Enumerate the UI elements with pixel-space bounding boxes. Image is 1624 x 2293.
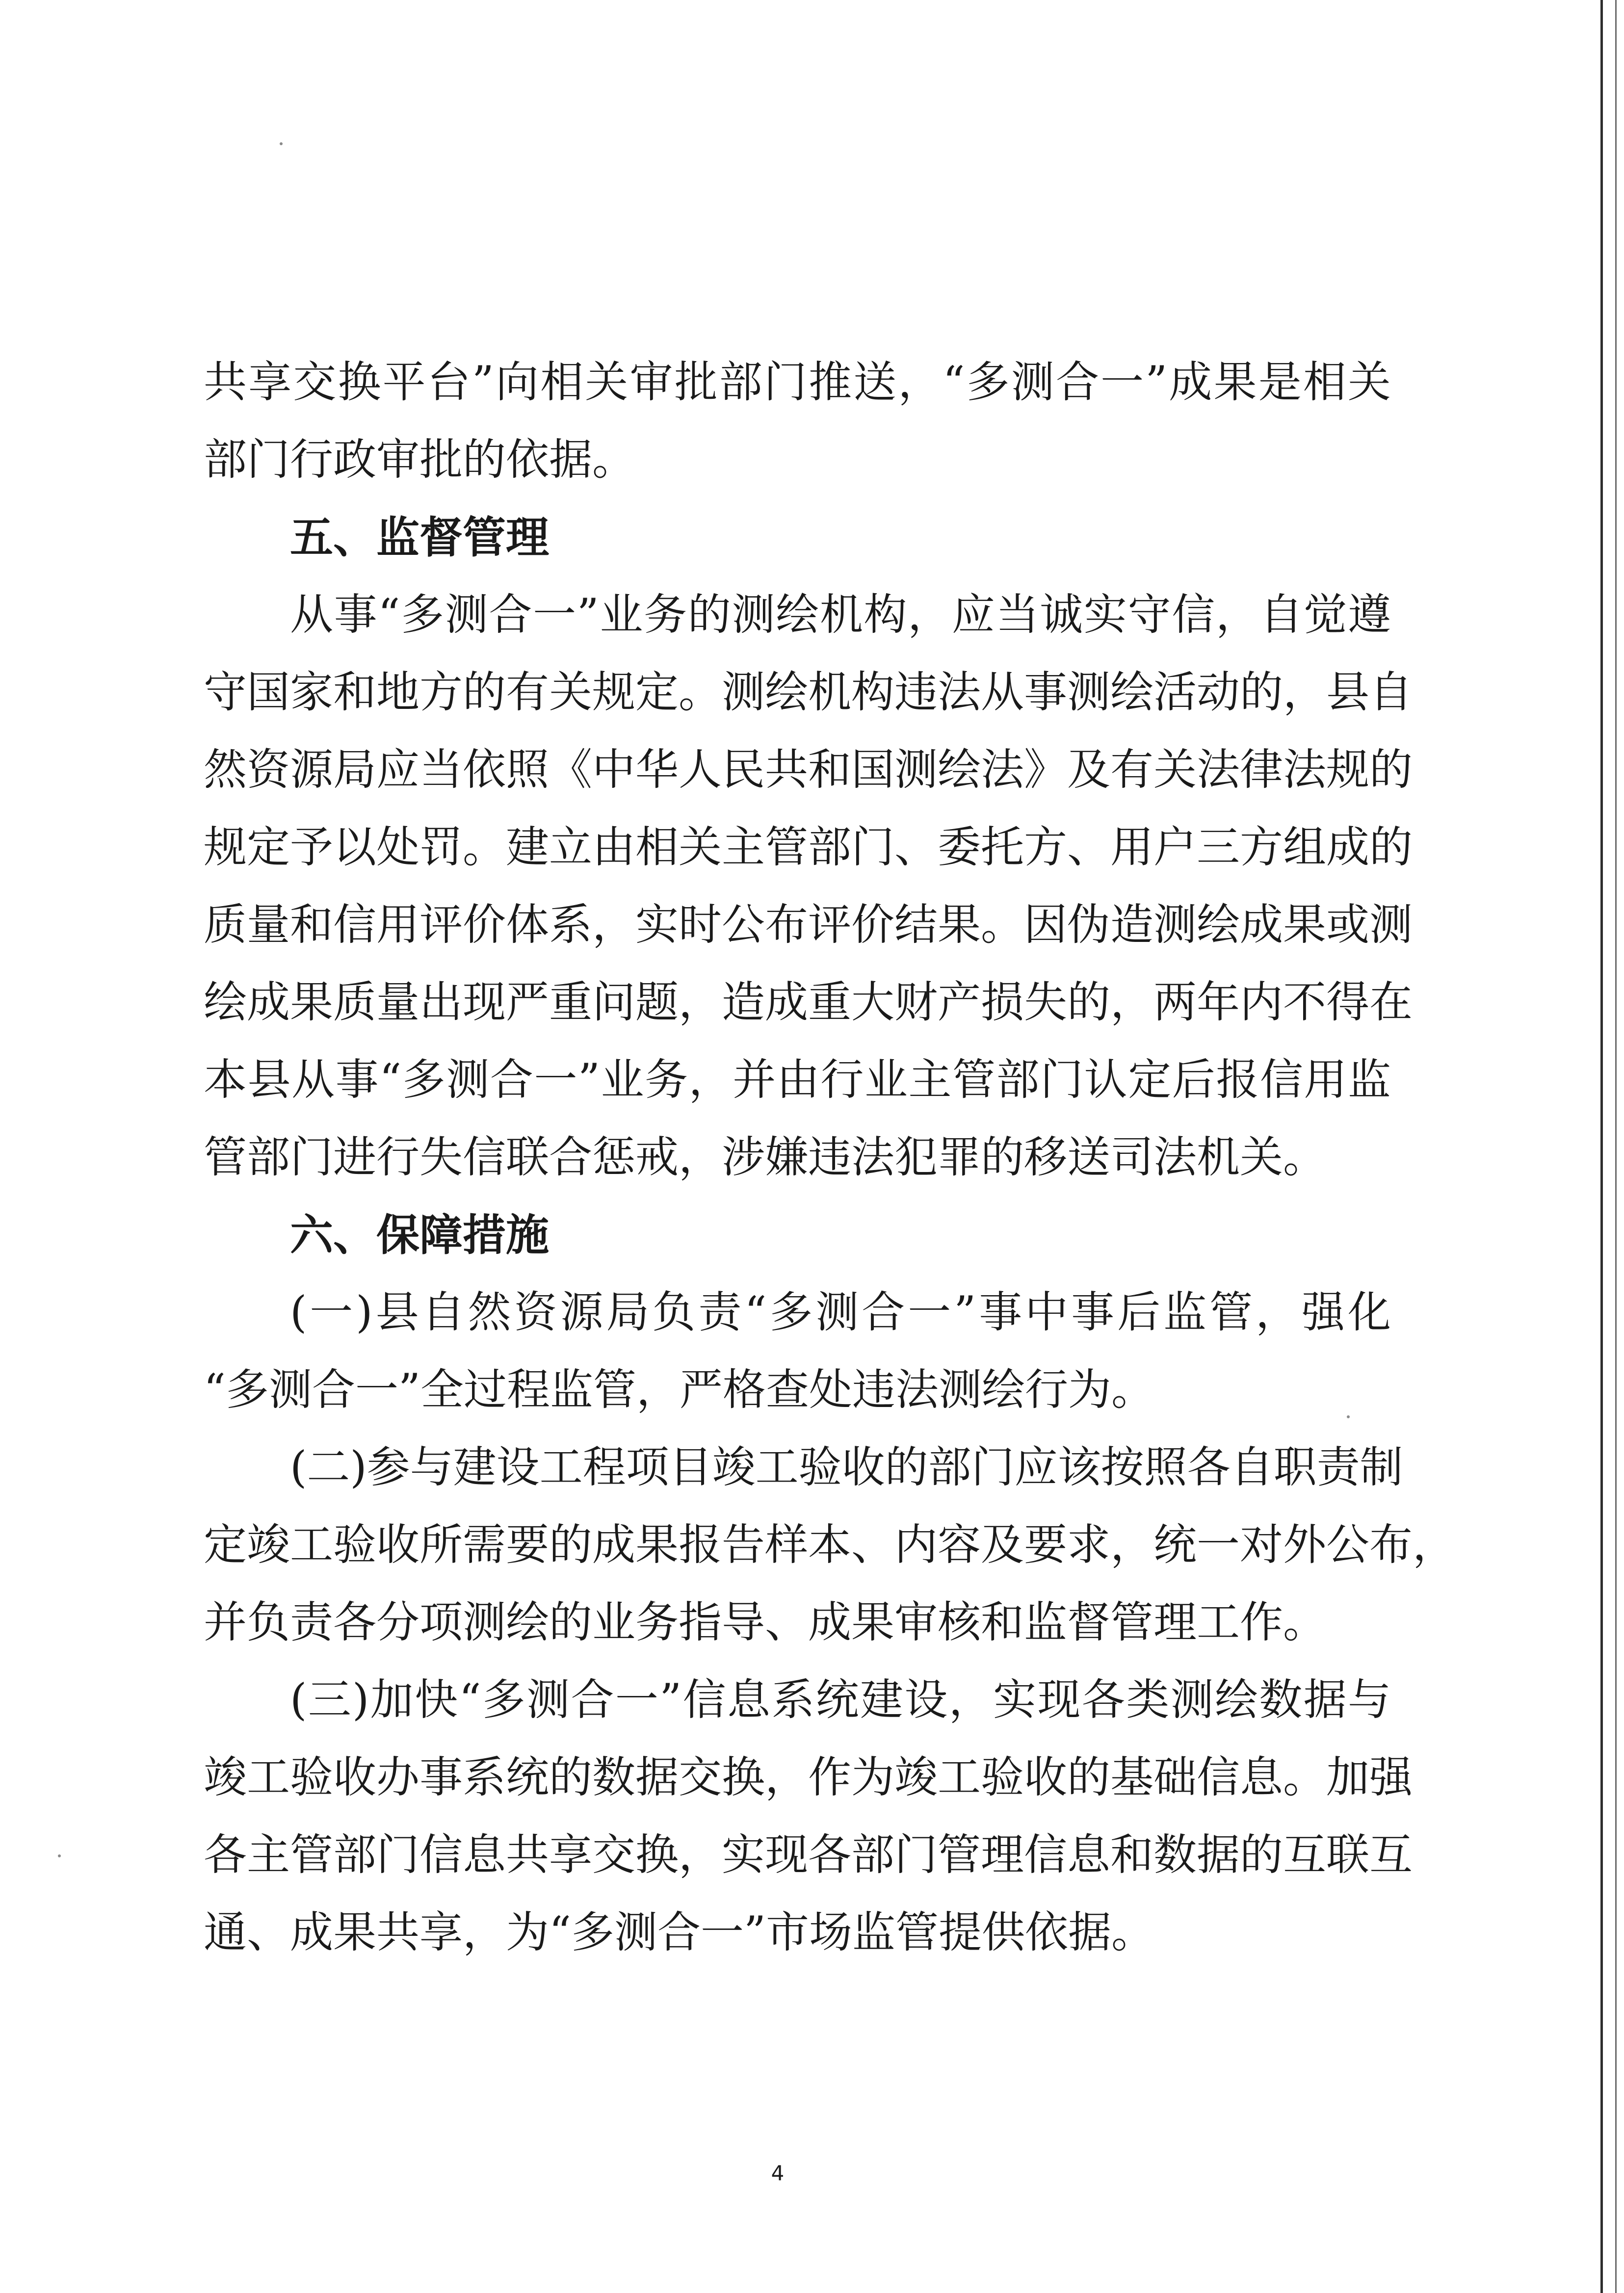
paragraph-line: 定竣工验收所需要的成果报告样本、内容及要求，统一对外公布， (204, 1519, 1456, 1570)
scan-speck (280, 142, 283, 145)
page-number: 4 (771, 2161, 785, 2185)
paragraph-line: (三)加快“多测合一”信息系统建设，实现各类测绘数据与 (290, 1674, 1391, 1725)
paragraph-line: 各主管部门信息共享交换，实现各部门管理信息和数据的互联互 (204, 1829, 1413, 1880)
scan-edge-line-outer (1615, 0, 1617, 2293)
paragraph-line: 质量和信用评价体系，实时公布评价结果。因伪造测绘成果或测 (204, 899, 1413, 950)
scan-edge-line (1600, 0, 1603, 2293)
paragraph-line: 共享交换平台”向相关审批部门推送，“多测合一”成果是相关 (204, 357, 1391, 407)
scan-speck (58, 1854, 61, 1857)
paragraph-line: 规定予以处罚。建立由相关主管部门、委托方、用户三方组成的 (204, 822, 1413, 872)
section-heading-safeguards: 六、保障措施 (290, 1209, 550, 1260)
paragraph-line: (二)参与建设工程项目竣工验收的部门应该按照各自职责制 (290, 1442, 1403, 1492)
paragraph-line: 竣工验收办事系统的数据交换，作为竣工验收的基础信息。加强 (204, 1752, 1413, 1802)
paragraph-line: “多测合一”全过程监管，严格查处违法测绘行为。 (204, 1364, 1154, 1415)
paragraph-line: (一)县自然资源局负责“多测合一”事中事后监管，强化 (290, 1287, 1391, 1337)
paragraph-line: 部门行政审批的依据。 (204, 434, 636, 485)
document-body (204, 343, 1456, 1971)
paragraph-line: 从事“多测合一”业务的测绘机构，应当诚实守信，自觉遵 (290, 589, 1391, 640)
paragraph-line: 并负责各分项测绘的业务指导、成果审核和监督管理工作。 (204, 1597, 1327, 1647)
paragraph-line: 守国家和地方的有关规定。测绘机构违法从事测绘活动的，县自 (204, 667, 1413, 717)
paragraph-line: 然资源局应当依照《中华人民共和国测绘法》及有关法律法规的 (204, 744, 1413, 795)
paragraph-line: 绘成果质量出现严重问题，造成重大财产损失的，两年内不得在 (204, 977, 1413, 1027)
section-heading-supervision: 五、监督管理 (290, 512, 550, 563)
paragraph-line: 本县从事“多测合一”业务，并由行业主管部门认定后报信用监 (204, 1054, 1391, 1105)
paragraph-line: 通、成果共享，为“多测合一”市场监管提供依据。 (204, 1907, 1154, 1957)
paragraph-line: 管部门进行失信联合惩戒，涉嫌违法犯罪的移送司法机关。 (204, 1132, 1327, 1182)
